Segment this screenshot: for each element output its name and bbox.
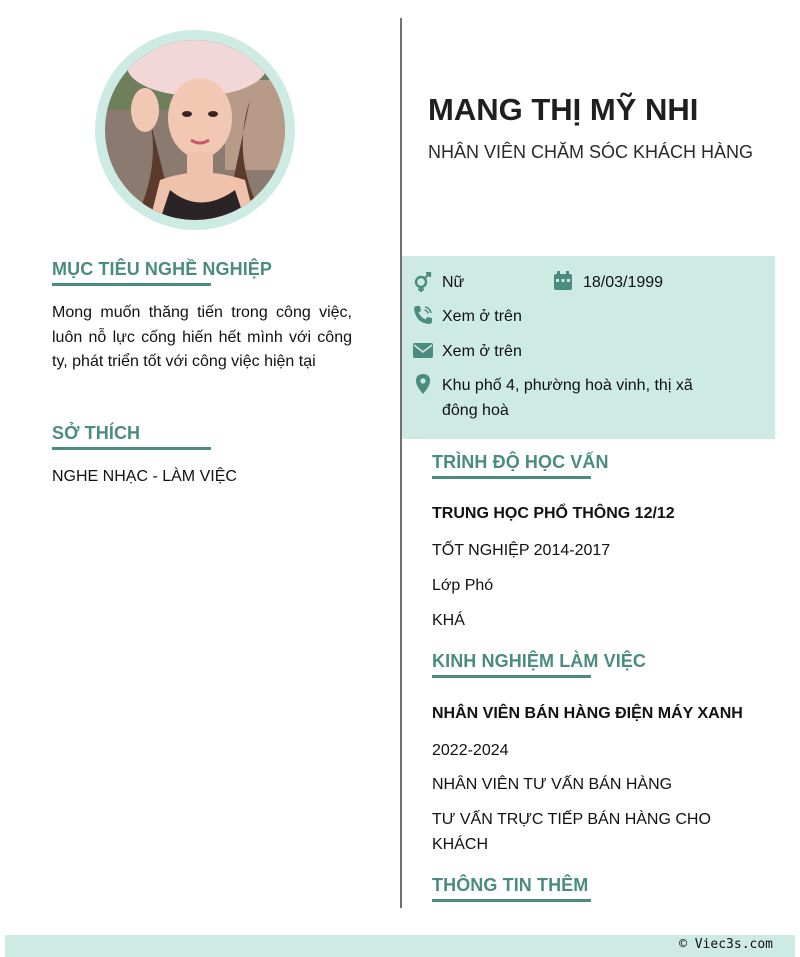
education-school: TRUNG HỌC PHỔ THÔNG 12/12 [432,505,675,522]
email-value: Xem ở trên [442,343,522,360]
gender-icon [413,272,433,292]
candidate-role: NHÂN VIÊN CHĂM SÓC KHÁCH HÀNG [428,142,754,162]
education-graduation: TỐT NGHIỆP 2014-2017 [432,542,611,559]
experience-desc-line1: TƯ VẤN TRỰC TIẾP BÁN HÀNG CHO [432,811,711,828]
experience-title: KINH NGHIỆM LÀM VIỆC [432,651,647,671]
address-line1: Khu phố 4, phường hoà vinh, thị xã [442,377,693,394]
email-icon [413,341,433,361]
birthday-value: 18/03/1999 [583,274,664,291]
objective-underline [52,283,211,286]
phone-icon [413,305,433,325]
hobbies-underline [52,447,211,450]
column-divider [400,18,402,908]
contact-panel [402,256,775,439]
candidate-name: MANG THỊ MỸ NHI [428,92,699,127]
footer-bar [5,935,795,957]
experience-period: 2022-2024 [432,742,509,759]
education-grade: KHÁ [432,612,465,629]
education-position: Lớp Phó [432,577,494,594]
more-info-title: THÔNG TIN THÊM [432,875,589,895]
objective-title: MỤC TIÊU NGHỀ NGHIỆP [52,259,273,279]
experience-job: NHÂN VIÊN BÁN HÀNG ĐIỆN MÁY XANH [432,705,743,722]
avatar [105,40,285,220]
hobbies-text: NGHE NHẠC - LÀM VIỆC [52,468,237,485]
phone-value: Xem ở trên [442,308,522,325]
more-info-underline [432,899,591,902]
experience-position: NHÂN VIÊN TƯ VẤN BÁN HÀNG [432,776,673,793]
calendar-icon [553,271,573,291]
profile-photo [105,40,285,220]
experience-underline [432,675,591,678]
avatar-frame [95,30,295,230]
hobbies-title: SỞ THÍCH [52,423,141,443]
objective-text: Mong muốn thăng tiến trong công việc, luôn nỗ lực cống hiến hết mình với công ty, phát triển tốt với công việc hiện tại [52,304,352,370]
education-underline [432,476,591,479]
gender-value: Nữ [442,274,465,291]
education-title: TRÌNH ĐỘ HỌC VẤN [432,452,609,472]
footer-watermark: © Viec3s.com [679,937,773,952]
address-line2: đông hoà [442,402,509,419]
experience-desc-line2: KHÁCH [432,836,489,853]
location-icon [413,374,433,394]
